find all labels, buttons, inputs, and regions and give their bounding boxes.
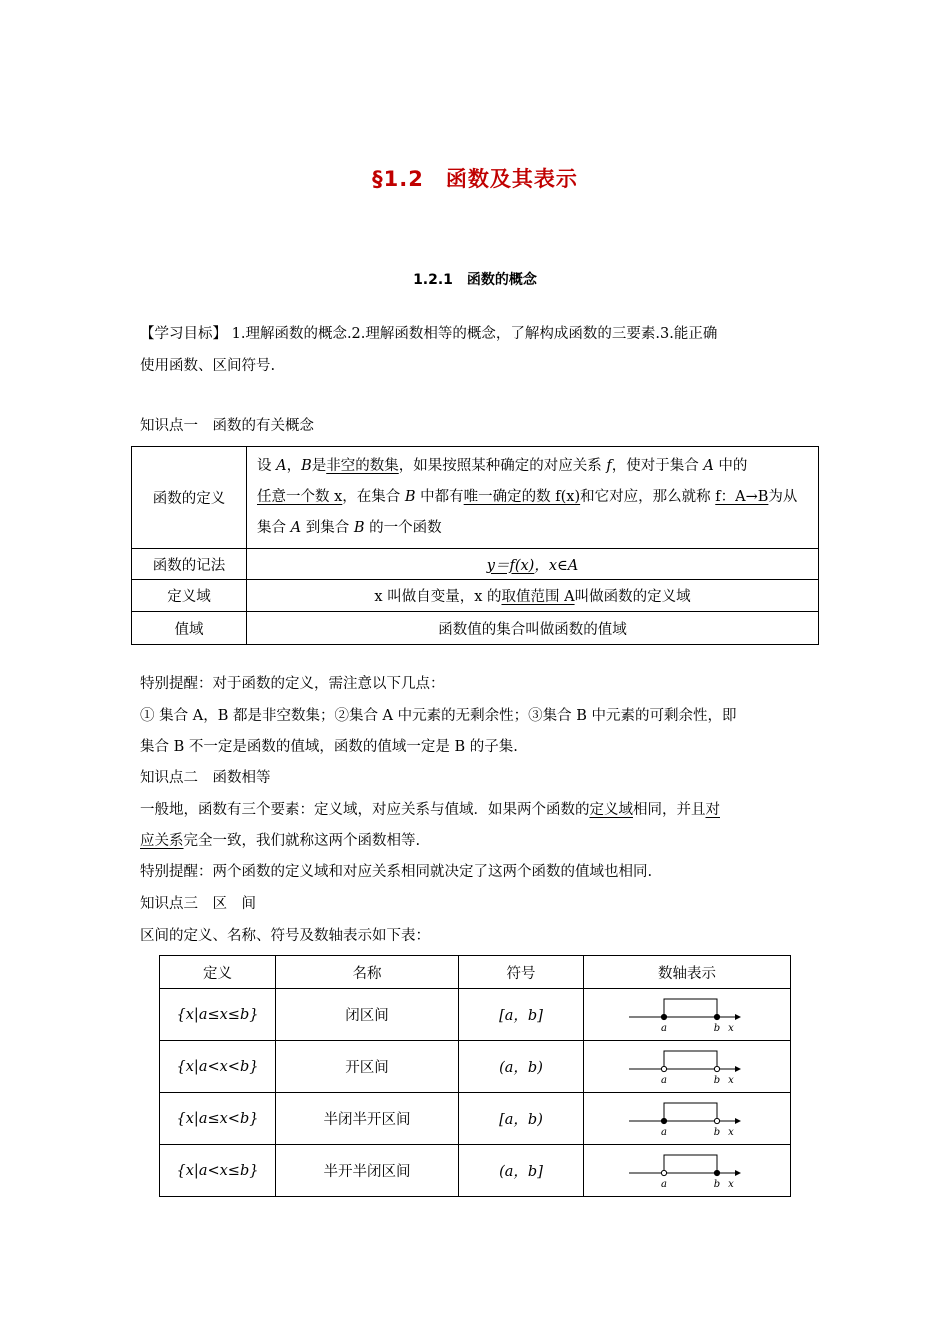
objectives-label: 【学习目标】 xyxy=(140,326,227,342)
kp2-para-line2: 应关系完全一致，我们就称这两个函数相等. xyxy=(140,833,421,849)
interval-symbol: [a，b) xyxy=(459,1093,584,1145)
term-nonempty-set: 非空的数集 xyxy=(326,458,399,474)
interval-row xyxy=(160,1093,791,1145)
number-line-figure xyxy=(627,1097,747,1141)
domain-label: 定义域 xyxy=(132,580,247,612)
axis-arrow-icon xyxy=(735,1118,741,1124)
axis-arrow-icon xyxy=(735,1014,741,1020)
axis-label-x: x xyxy=(728,1178,734,1190)
axis-label-b: b xyxy=(713,1178,721,1190)
endpoint-a-dot xyxy=(661,1066,666,1071)
endpoint-a-dot xyxy=(661,1118,666,1123)
interval-number-line xyxy=(584,1041,791,1093)
term-unique-number: 唯一确定的数 f(x) xyxy=(463,489,581,505)
interval-definition: {x|a≤x<b} xyxy=(160,1093,276,1145)
header-axis: 数轴表示 xyxy=(584,956,791,989)
endpoint-a-dot xyxy=(661,1014,666,1019)
def-text: 设 A，B是非空的数集，如果按照某种确定的对应关系 f，使对于集合 A 中的 任意一个数 x，在集合 B 中都有唯一确定的数 f(x)和它对应，那么就称 f：A→B为从集合 A 到集合 B 的一个函数 xyxy=(247,447,819,549)
kp2-reminder: 特别提醒：两个函数的定义域和对应关系相同就决定了这两个函数的值域也相同. xyxy=(140,864,653,880)
term-mapping: f：A→B xyxy=(715,489,769,505)
kp3-intro: 区间的定义、名称、符号及数轴表示如下表： xyxy=(140,928,430,944)
endpoint-b-dot xyxy=(714,1066,719,1071)
learning-objectives xyxy=(140,324,717,344)
reminder1-line2: ① 集合 A，B 都是非空数集；②集合 A 中元素的无剩余性；③集合 B 中元素的可剩余性，即 xyxy=(140,708,737,724)
endpoint-b-dot xyxy=(714,1014,719,1019)
interval-number-line xyxy=(584,1093,791,1145)
interval-row xyxy=(160,1041,791,1093)
interval-bracket xyxy=(664,999,717,1017)
interval-table xyxy=(159,955,791,1197)
range-label: 值域 xyxy=(132,612,247,645)
axis-arrow-icon xyxy=(735,1066,741,1072)
interval-bracket xyxy=(664,1155,717,1173)
kp3-heading: 知识点三 区 间 xyxy=(140,896,256,912)
interval-symbol: [a，b] xyxy=(459,989,584,1041)
interval-name: 闭区间 xyxy=(276,989,459,1041)
interval-definition: {x|a≤x≤b} xyxy=(160,989,276,1041)
notation-value: y＝f(x)，x∈A xyxy=(247,549,819,580)
interval-row xyxy=(160,989,791,1041)
notation-label: 函数的记法 xyxy=(132,549,247,580)
interval-name: 半闭半开区间 xyxy=(276,1093,459,1145)
interval-definition: {x|a<x≤b} xyxy=(160,1145,276,1197)
term-any-number: 任意一个数 x xyxy=(257,489,343,505)
axis-label-a: a xyxy=(661,1178,667,1190)
endpoint-b-dot xyxy=(714,1170,719,1175)
endpoint-a-dot xyxy=(661,1170,666,1175)
section-subtitle: 1.2.1 函数的概念 xyxy=(413,272,537,288)
kp2-heading: 知识点二 函数相等 xyxy=(140,770,271,786)
axis-label-x: x xyxy=(728,1074,734,1086)
header-definition: 定义 xyxy=(160,956,276,989)
reminder1-line1: 特别提醒：对于函数的定义，需注意以下几点： xyxy=(140,676,445,692)
function-concept-table xyxy=(131,446,819,645)
interval-bracket xyxy=(664,1051,717,1069)
def-label: 函数的定义 xyxy=(132,447,247,549)
number-line-figure xyxy=(627,993,747,1037)
axis-label-a: a xyxy=(661,1074,667,1086)
axis-label-a: a xyxy=(661,1126,667,1138)
domain-value: x 叫做自变量，x 的取值范围 A叫做函数的定义域 xyxy=(247,580,819,612)
interval-bracket xyxy=(664,1103,717,1121)
interval-name: 开区间 xyxy=(276,1041,459,1093)
page-title: §1.2 函数及其表示 xyxy=(372,167,578,191)
interval-number-line xyxy=(584,1145,791,1197)
interval-name: 半开半闭区间 xyxy=(276,1145,459,1197)
objectives-line2: 使用函数、区间符号. xyxy=(140,358,276,374)
interval-definition: {x|a<x<b} xyxy=(160,1041,276,1093)
interval-number-line xyxy=(584,989,791,1041)
axis-label-a: a xyxy=(661,1022,667,1034)
header-symbol: 符号 xyxy=(459,956,584,989)
interval-symbol: (a，b) xyxy=(459,1041,584,1093)
interval-row xyxy=(160,1145,791,1197)
interval-symbol: (a，b] xyxy=(459,1145,584,1197)
axis-label-b: b xyxy=(713,1022,721,1034)
axis-arrow-icon xyxy=(735,1170,741,1176)
header-name: 名称 xyxy=(276,956,459,989)
kp1-heading: 知识点一 函数的有关概念 xyxy=(140,418,314,434)
axis-label-b: b xyxy=(713,1074,721,1086)
range-value: 函数值的集合叫做函数的值域 xyxy=(247,612,819,645)
axis-label-b: b xyxy=(713,1126,721,1138)
number-line-figure xyxy=(627,1045,747,1089)
objectives-line1: 1.理解函数的概念.2.理解函数相等的概念，了解构成函数的三要素.3.能正确 xyxy=(231,326,718,342)
kp2-para-line1: 一般地，函数有三个要素：定义域，对应关系与值域．如果两个函数的定义域相同，并且对 xyxy=(140,802,720,818)
reminder1-line3: 集合 B 不一定是函数的值域，函数的值域一定是 B 的子集. xyxy=(140,739,518,755)
endpoint-b-dot xyxy=(714,1118,719,1123)
axis-label-x: x xyxy=(728,1022,734,1034)
number-line-figure xyxy=(627,1149,747,1193)
axis-label-x: x xyxy=(728,1126,734,1138)
